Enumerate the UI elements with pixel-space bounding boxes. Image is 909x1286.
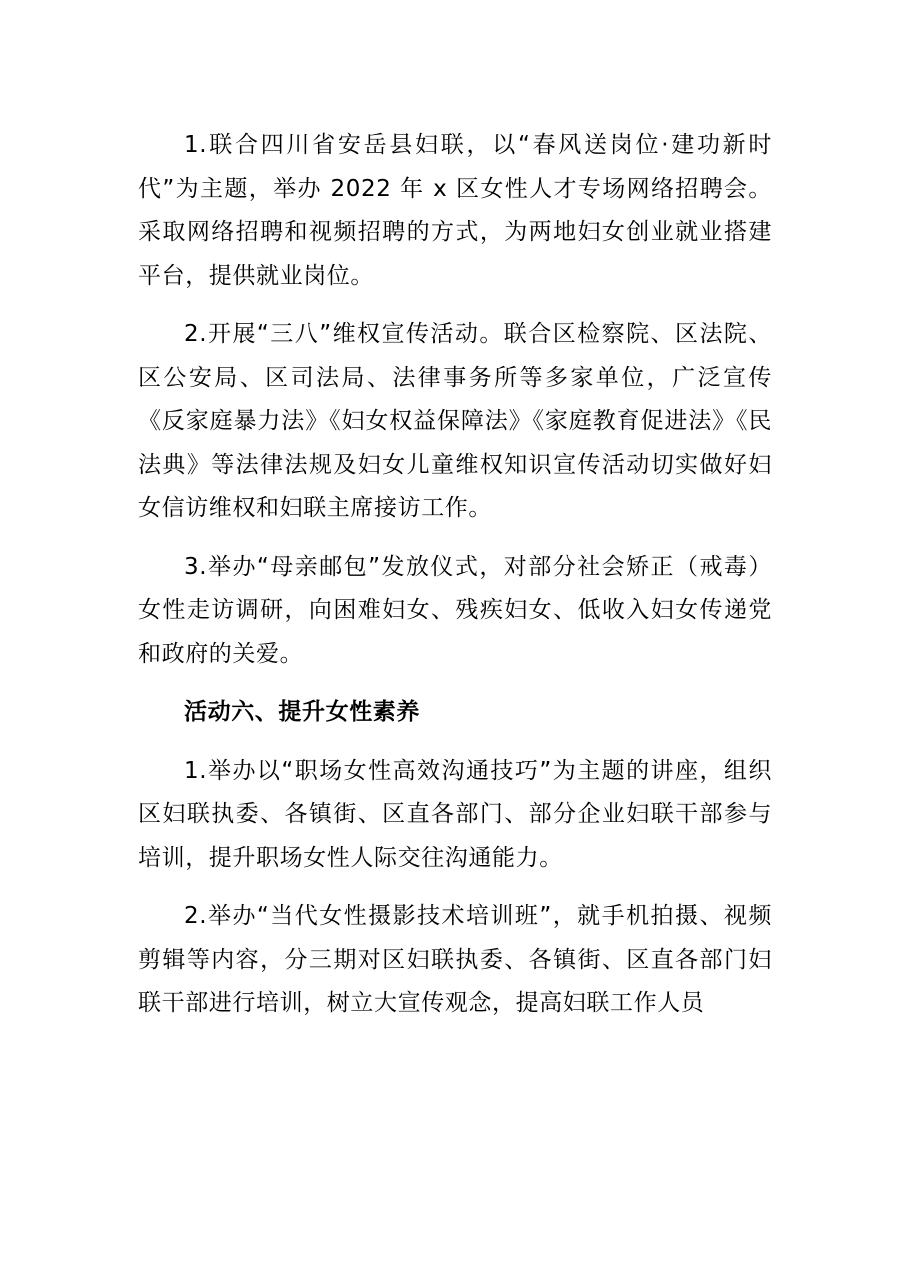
paragraph-communication-lecture: 1.举办以“职场女性高效沟通技巧”为主题的讲座，组织区妇联执委、各镇街、区直各部门、部分企业妇联干部参与培训，提升职场女性人际交往沟通能力。 — [138, 757, 772, 871]
paragraph-recruitment: 1.联合四川省安岳县妇联，以“春风送岗位·建功新时代”为主题，举办 2022 年 x 区女性人才专场网络招聘会。采取网络招聘和视频招聘的方式，为两地妇女创业就业搭建平台，提供就业岗位。 — [138, 132, 772, 289]
paragraph-rights-campaign: 2.开展“三八”维权宣传活动。联合区检察院、区法院、区公安局、区司法局、法律事务所等多家单位，广泛宣传《反家庭暴力法》《妇女权益保障法》《家庭教育促进法》《民法典》等法律法规及妇女儿童维权知识宣传活动切实做好妇女信访维权和妇联主席接访工作。 — [138, 321, 772, 521]
paragraph-mother-package: 3.举办“母亲邮包”发放仪式，对部分社会矫正（戒毒）女性走访调研，向困难妇女、残疾妇女、低收入妇女传递党和政府的关爱。 — [138, 553, 772, 667]
paragraph-photography-training: 2.举办“当代女性摄影技术培训班”，就手机拍摄、视频剪辑等内容，分三期对区妇联执委、各镇街、区直各部门妇联干部进行培训，树立大宣传观念，提高妇联工作人员 — [138, 903, 772, 1016]
document-page — [138, 124, 772, 1041]
section-heading: 活动六、提升女性素养 — [184, 699, 420, 725]
